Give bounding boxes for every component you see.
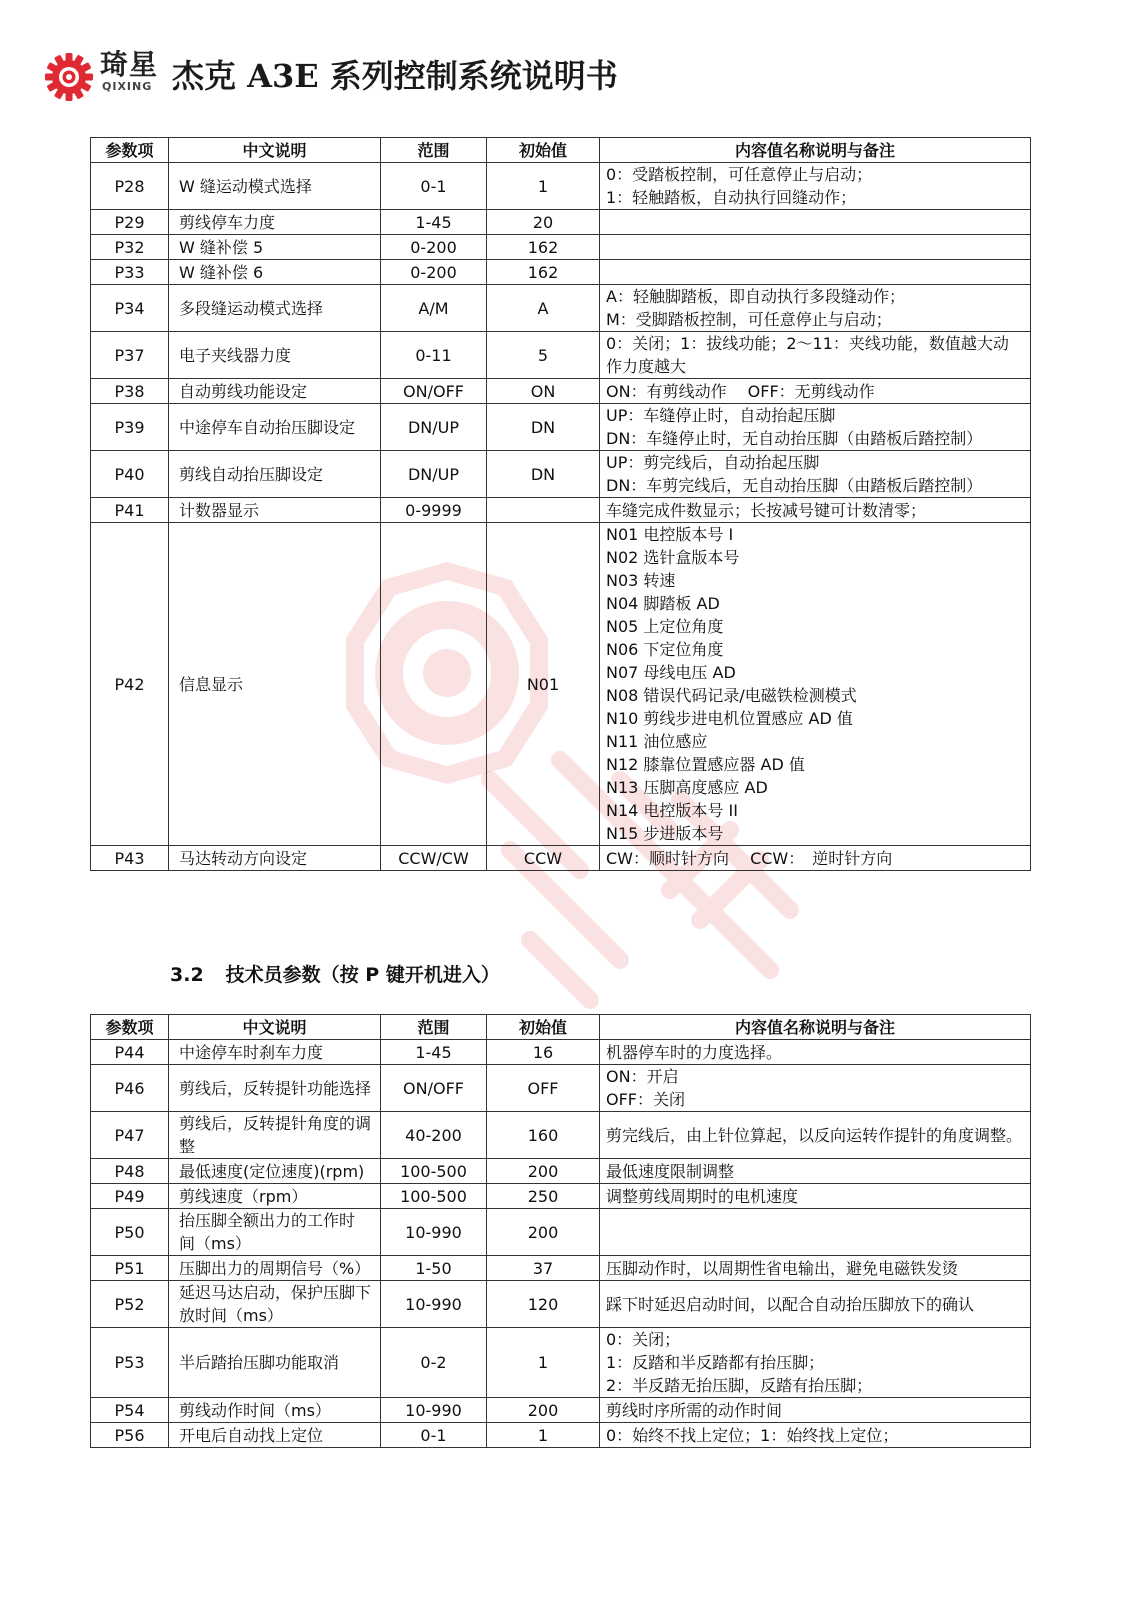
param-note-cell: 0：始终不找上定位；1：始终找上定位； bbox=[600, 1423, 1031, 1448]
param-desc-cell: W 缝运动模式选择 bbox=[169, 163, 381, 210]
col-header-desc: 中文说明 bbox=[169, 1015, 381, 1040]
param-id-cell: P49 bbox=[91, 1184, 169, 1209]
param-init-cell: DN bbox=[487, 451, 600, 498]
table-row bbox=[91, 451, 1031, 498]
param-init-cell: 200 bbox=[487, 1209, 600, 1256]
param-id-cell: P38 bbox=[91, 379, 169, 404]
table-row bbox=[91, 285, 1031, 332]
param-range-cell: 1-50 bbox=[381, 1256, 487, 1281]
param-id-cell: P41 bbox=[91, 498, 169, 523]
param-id-cell: P32 bbox=[91, 235, 169, 260]
param-init-cell: 5 bbox=[487, 332, 600, 379]
param-desc-cell: 剪线后，反转提针角度的调整 bbox=[169, 1112, 381, 1159]
param-note-cell: 车缝完成件数显示；长按减号键可计数清零； bbox=[600, 498, 1031, 523]
param-range-cell: 100-500 bbox=[381, 1184, 487, 1209]
param-note-cell: 机器停车时的力度选择。 bbox=[600, 1040, 1031, 1065]
param-note-cell bbox=[600, 210, 1031, 235]
table-row bbox=[91, 1112, 1031, 1159]
param-init-cell: 200 bbox=[487, 1159, 600, 1184]
param-id-cell: P47 bbox=[91, 1112, 169, 1159]
param-range-cell: 10-990 bbox=[381, 1398, 487, 1423]
param-id-cell: P51 bbox=[91, 1256, 169, 1281]
param-id-cell: P52 bbox=[91, 1281, 169, 1328]
param-init-cell: N01 bbox=[487, 523, 600, 846]
table-header-row bbox=[91, 138, 1031, 163]
param-init-cell: 37 bbox=[487, 1256, 600, 1281]
table-row bbox=[91, 260, 1031, 285]
param-init-cell: DN bbox=[487, 404, 600, 451]
param-note-cell: UP：车缝停止时，自动抬起压脚 DN：车缝停止时，无自动抬压脚（由踏板后踏控制） bbox=[600, 404, 1031, 451]
page-header bbox=[44, 48, 744, 104]
param-desc-cell: 剪线后，反转提针功能选择 bbox=[169, 1065, 381, 1112]
param-desc-cell: 剪线动作时间（ms） bbox=[169, 1398, 381, 1423]
param-init-cell: 1 bbox=[487, 1328, 600, 1398]
param-note-cell: 压脚动作时，以周期性省电输出，避免电磁铁发烫 bbox=[600, 1256, 1031, 1281]
param-id-cell: P33 bbox=[91, 260, 169, 285]
param-init-cell: 200 bbox=[487, 1398, 600, 1423]
table-row bbox=[91, 332, 1031, 379]
table-row bbox=[91, 1256, 1031, 1281]
param-desc-cell: 多段缝运动模式选择 bbox=[169, 285, 381, 332]
param-range-cell: 0-200 bbox=[381, 260, 487, 285]
param-note-cell bbox=[600, 1209, 1031, 1256]
param-init-cell: 162 bbox=[487, 260, 600, 285]
param-init-cell: 250 bbox=[487, 1184, 600, 1209]
param-range-cell: 1-45 bbox=[381, 210, 487, 235]
param-init-cell bbox=[487, 498, 600, 523]
col-header-range: 范围 bbox=[381, 1015, 487, 1040]
param-desc-cell: 压脚出力的周期信号（%） bbox=[169, 1256, 381, 1281]
param-note-cell bbox=[600, 260, 1031, 285]
param-note-cell: 0：受踏板控制，可任意停止与启动； 1：轻触踏板，自动执行回缝动作； bbox=[600, 163, 1031, 210]
param-note-cell: 0：关闭； 1：反踏和半反踏都有抬压脚； 2：半反踏无抬压脚，反踏有抬压脚； bbox=[600, 1328, 1031, 1398]
table-row bbox=[91, 235, 1031, 260]
param-note-cell: 调整剪线周期时的电机速度 bbox=[600, 1184, 1031, 1209]
param-id-cell: P56 bbox=[91, 1423, 169, 1448]
col-header-init: 初始值 bbox=[487, 138, 600, 163]
table-row bbox=[91, 1423, 1031, 1448]
param-desc-cell: 半后踏抬压脚功能取消 bbox=[169, 1328, 381, 1398]
param-id-cell: P29 bbox=[91, 210, 169, 235]
param-init-cell: A bbox=[487, 285, 600, 332]
param-desc-cell: W 缝补偿 6 bbox=[169, 260, 381, 285]
param-range-cell: 0-1 bbox=[381, 1423, 487, 1448]
table-row bbox=[91, 1398, 1031, 1423]
param-desc-cell: 马达转动方向设定 bbox=[169, 846, 381, 871]
param-range-cell: ON/OFF bbox=[381, 1065, 487, 1112]
param-range-cell bbox=[381, 523, 487, 846]
param-desc-cell: 开电后自动找上定位 bbox=[169, 1423, 381, 1448]
param-range-cell: DN/UP bbox=[381, 404, 487, 451]
param-init-cell: ON bbox=[487, 379, 600, 404]
param-id-cell: P50 bbox=[91, 1209, 169, 1256]
table-row bbox=[91, 379, 1031, 404]
param-desc-cell: 剪线速度（rpm） bbox=[169, 1184, 381, 1209]
col-header-desc: 中文说明 bbox=[169, 138, 381, 163]
param-desc-cell: 信息显示 bbox=[169, 523, 381, 846]
param-note-cell: N01 电控版本号 I N02 选针盒版本号 N03 转速 N04 脚踏板 AD N05 上定位角度 N06 下定位角度 N07 母线电压 AD N08 错误代码记录/电磁铁检测模式 N10 剪线步进电机位置感应 AD 值 N11 油位感应 N12 膝靠位置感应器 AD 值 N13 压脚高度感应 AD N14 电控版本号 II N15 步进版本号 bbox=[600, 523, 1031, 846]
section-title: 技术员参数（按 P 键开机进入） bbox=[225, 964, 500, 986]
section-number: 3.2 bbox=[170, 964, 204, 986]
param-range-cell: 0-200 bbox=[381, 235, 487, 260]
brand bbox=[100, 50, 170, 94]
table-row bbox=[91, 1040, 1031, 1065]
param-note-cell: 踩下时延迟启动时间，以配合自动抬压脚放下的确认 bbox=[600, 1281, 1031, 1328]
param-init-cell: CCW bbox=[487, 846, 600, 871]
param-note-cell: 0：关闭；1：拔线功能；2～11：夹线功能，数值越大动作力度越大 bbox=[600, 332, 1031, 379]
param-desc-cell: 最低速度(定位速度)(rpm) bbox=[169, 1159, 381, 1184]
col-header-note: 内容值名称说明与备注 bbox=[600, 138, 1031, 163]
table-row bbox=[91, 523, 1031, 846]
table-row bbox=[91, 1159, 1031, 1184]
param-id-cell: P28 bbox=[91, 163, 169, 210]
param-id-cell: P40 bbox=[91, 451, 169, 498]
param-note-cell: CW：顺时针方向 CCW： 逆时针方向 bbox=[600, 846, 1031, 871]
param-range-cell: 10-990 bbox=[381, 1281, 487, 1328]
table-row bbox=[91, 1065, 1031, 1112]
param-range-cell: CCW/CW bbox=[381, 846, 487, 871]
col-header-note: 内容值名称说明与备注 bbox=[600, 1015, 1031, 1040]
param-id-cell: P34 bbox=[91, 285, 169, 332]
param-note-cell: 剪完线后，由上针位算起，以反向运转作提针的角度调整。 bbox=[600, 1112, 1031, 1159]
qixing-gear-logo-icon bbox=[44, 52, 94, 102]
table-row bbox=[91, 163, 1031, 210]
param-note-cell: 剪线时序所需的动作时间 bbox=[600, 1398, 1031, 1423]
param-range-cell: 0-2 bbox=[381, 1328, 487, 1398]
param-desc-cell: 计数器显示 bbox=[169, 498, 381, 523]
col-header-range: 范围 bbox=[381, 138, 487, 163]
document-title: 杰克 A3E 系列控制系统说明书 bbox=[172, 57, 618, 95]
param-desc-cell: 抬压脚全额出力的工作时 间（ms） bbox=[169, 1209, 381, 1256]
param-note-cell: ON：开启 OFF：关闭 bbox=[600, 1065, 1031, 1112]
param-note-cell: A：轻触脚踏板，即自动执行多段缝动作； M：受脚踏板控制，可任意停止与启动； bbox=[600, 285, 1031, 332]
param-range-cell: 0-9999 bbox=[381, 498, 487, 523]
param-desc-cell: 电子夹线器力度 bbox=[169, 332, 381, 379]
table-row bbox=[91, 1209, 1031, 1256]
param-desc-cell: 中途停车时刹车力度 bbox=[169, 1040, 381, 1065]
param-note-cell: ON：有剪线动作 OFF：无剪线动作 bbox=[600, 379, 1031, 404]
param-init-cell: 162 bbox=[487, 235, 600, 260]
param-id-cell: P46 bbox=[91, 1065, 169, 1112]
param-id-cell: P37 bbox=[91, 332, 169, 379]
param-range-cell: 1-45 bbox=[381, 1040, 487, 1065]
param-range-cell: 100-500 bbox=[381, 1159, 487, 1184]
table-row bbox=[91, 404, 1031, 451]
col-header-id: 参数项 bbox=[91, 138, 169, 163]
param-init-cell: 20 bbox=[487, 210, 600, 235]
param-id-cell: P48 bbox=[91, 1159, 169, 1184]
param-range-cell: 0-1 bbox=[381, 163, 487, 210]
param-note-cell bbox=[600, 235, 1031, 260]
col-header-id: 参数项 bbox=[91, 1015, 169, 1040]
param-init-cell: 1 bbox=[487, 163, 600, 210]
param-range-cell: 10-990 bbox=[381, 1209, 487, 1256]
params-table-technician bbox=[90, 1014, 1031, 1448]
params-table-user bbox=[90, 137, 1031, 871]
param-desc-cell: 剪线自动抬压脚设定 bbox=[169, 451, 381, 498]
param-range-cell: ON/OFF bbox=[381, 379, 487, 404]
param-desc-cell: 延迟马达启动，保护压脚下放时间（ms） bbox=[169, 1281, 381, 1328]
brand-name-cn: 琦星 bbox=[100, 48, 159, 81]
param-note-cell: 最低速度限制调整 bbox=[600, 1159, 1031, 1184]
param-desc-cell: 自动剪线功能设定 bbox=[169, 379, 381, 404]
param-init-cell: 120 bbox=[487, 1281, 600, 1328]
param-range-cell: A/M bbox=[381, 285, 487, 332]
param-id-cell: P44 bbox=[91, 1040, 169, 1065]
param-init-cell: OFF bbox=[487, 1065, 600, 1112]
param-init-cell: 16 bbox=[487, 1040, 600, 1065]
param-desc-cell: 剪线停车力度 bbox=[169, 210, 381, 235]
param-id-cell: P39 bbox=[91, 404, 169, 451]
brand-name-en: QIXING bbox=[102, 80, 153, 93]
table-row bbox=[91, 1328, 1031, 1398]
col-header-init: 初始值 bbox=[487, 1015, 600, 1040]
param-desc-cell: 中途停车自动抬压脚设定 bbox=[169, 404, 381, 451]
table-row bbox=[91, 846, 1031, 871]
param-id-cell: P54 bbox=[91, 1398, 169, 1423]
table-row bbox=[91, 498, 1031, 523]
param-range-cell: 40-200 bbox=[381, 1112, 487, 1159]
param-desc-cell: W 缝补偿 5 bbox=[169, 235, 381, 260]
table-header-row bbox=[91, 1015, 1031, 1040]
param-id-cell: P43 bbox=[91, 846, 169, 871]
param-range-cell: 0-11 bbox=[381, 332, 487, 379]
param-init-cell: 160 bbox=[487, 1112, 600, 1159]
section-heading bbox=[170, 962, 500, 988]
param-note-cell: UP：剪完线后，自动抬起压脚 DN：车剪完线后，无自动抬压脚（由踏板后踏控制） bbox=[600, 451, 1031, 498]
table-row bbox=[91, 1184, 1031, 1209]
param-init-cell: 1 bbox=[487, 1423, 600, 1448]
table-row bbox=[91, 1281, 1031, 1328]
param-id-cell: P53 bbox=[91, 1328, 169, 1398]
param-id-cell: P42 bbox=[91, 523, 169, 846]
table-row bbox=[91, 210, 1031, 235]
param-range-cell: DN/UP bbox=[381, 451, 487, 498]
